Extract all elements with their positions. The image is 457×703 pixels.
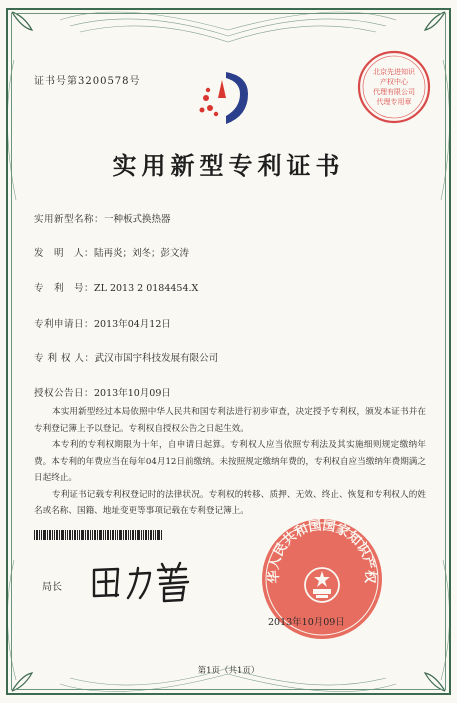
agency-stamp-line: 北京先进知识 — [373, 68, 415, 76]
field-value: 2013年04月12日 — [94, 319, 171, 330]
agency-stamp-line: 代理专用章 — [376, 98, 412, 106]
agency-stamp-line: 代理有限公司 — [373, 88, 415, 96]
field-value: 2013年10月09日 — [94, 388, 171, 399]
certificate-title: 实用新型专利证书 — [112, 151, 345, 180]
body-paragraph: 本专利的专利权期限为十年，自申请日起算。专利权人应当依照专利法及其实施细则规定缴纳年费。本专利的年费应当在每年04月12日前缴纳。未按照规定缴纳年费的，专利权自应当缴纳年费期满之日起终止。 — [34, 440, 426, 483]
field-application-date — [34, 316, 171, 330]
director-label: 局长 — [42, 582, 62, 593]
director-signature — [88, 560, 198, 604]
field-patent-number — [34, 280, 198, 294]
agency-stamp-line: 产权中心 — [380, 78, 408, 86]
field-value: 一种板式换热器 — [104, 214, 171, 225]
agency-stamp — [355, 48, 433, 126]
field-grant-date — [34, 385, 171, 399]
page-number: 第1页（共1页） — [197, 666, 260, 676]
field-patentee — [34, 350, 218, 364]
field-inventors — [34, 245, 189, 259]
seal-date: 2013年10月09日 — [268, 617, 345, 628]
certificate-number: 证书号第3200578号 — [34, 76, 141, 87]
field-label: 授权公告日： — [34, 388, 95, 399]
field-label: 专 利 号： — [34, 283, 95, 294]
certificate-body — [34, 404, 426, 520]
field-value: 陆再炎；刘冬；彭文涛 — [94, 248, 190, 259]
field-utility-model-name — [34, 211, 171, 225]
body-paragraph: 专利证书记载专利权登记时的法律状况。专利权的转移、质押、无效、终止、恢复和专利权人的姓名或名称、国籍、地址变更等事项记载在专利登记簿上。 — [34, 489, 426, 516]
patent-office-emblem-icon — [196, 68, 252, 128]
field-value: ZL 2013 2 0184454.X — [94, 283, 199, 294]
field-label: 发 明 人： — [34, 248, 95, 259]
field-label: 专利申请日： — [34, 319, 95, 330]
seal-text: 华人民共和国国家知识产权 — [266, 518, 378, 584]
field-value: 武汉市国宇科技发展有限公司 — [94, 353, 219, 364]
body-paragraph: 本实用新型经过本局依照中华人民共和国专利法进行初步审查，决定授予专利权，颁发本证书并在专利登记簿上予以登记。专利权自授权公告之日起生效。 — [34, 407, 426, 434]
field-label: 专 利 权 人： — [34, 353, 95, 364]
barcode — [34, 530, 162, 540]
field-label: 实用新型名称： — [34, 214, 105, 225]
